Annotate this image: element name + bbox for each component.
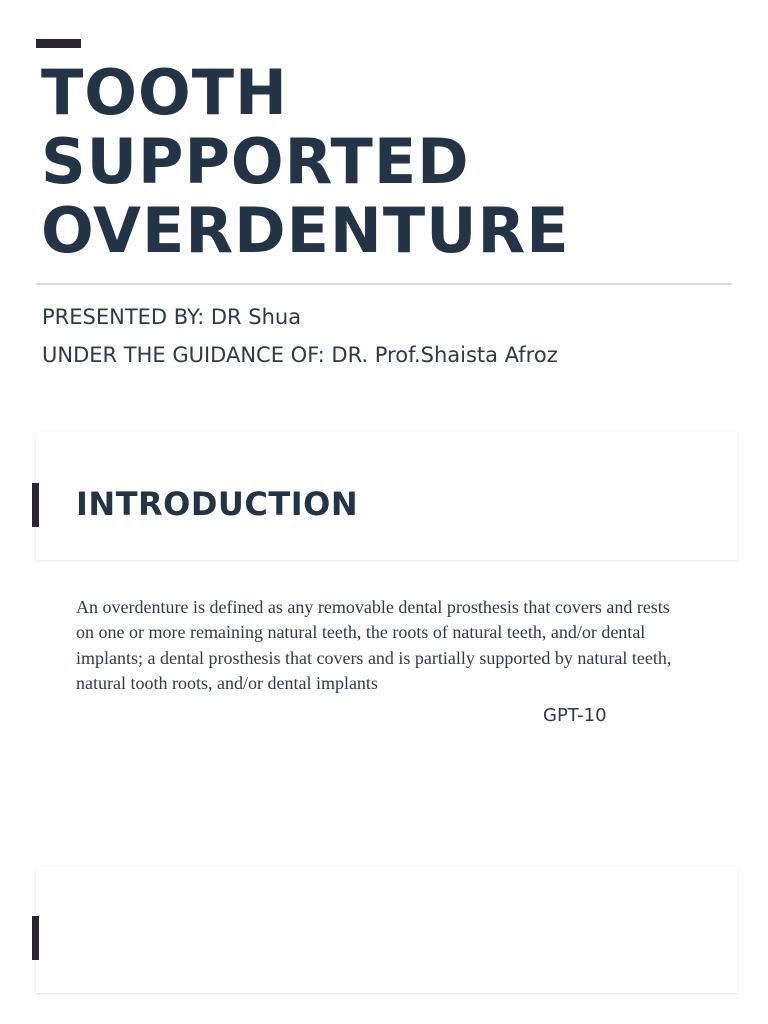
title-line-1: TOOTH — [41, 56, 288, 129]
title-line-2: SUPPORTED — [41, 125, 470, 198]
guidance-line: UNDER THE GUIDANCE OF: DR. Prof.Shaista Afroz — [42, 343, 558, 367]
presenter-line: PRESENTED BY: DR Shua — [42, 305, 302, 329]
title-divider — [36, 283, 732, 285]
introduction-heading: INTRODUCTION — [76, 485, 359, 523]
next-slide — [36, 866, 738, 993]
title-accent-bar — [36, 39, 81, 48]
introduction-accent-bar — [32, 483, 39, 527]
introduction-definition: An overdenture is defined as any removable dental prosthesis that covers and rests on one or more remaining natural teeth, the roots of natural teeth, and/or dental implants; a dental prosthesis that covers and is partially supported by natural teeth, natural tooth roots, and/or dental implants — [76, 597, 672, 694]
introduction-slide — [36, 432, 738, 560]
definition-citation: GPT-10 — [543, 705, 607, 726]
next-slide-accent-bar — [32, 916, 39, 960]
page-title — [41, 58, 741, 265]
title-line-3: OVERDENTURE — [41, 194, 570, 267]
